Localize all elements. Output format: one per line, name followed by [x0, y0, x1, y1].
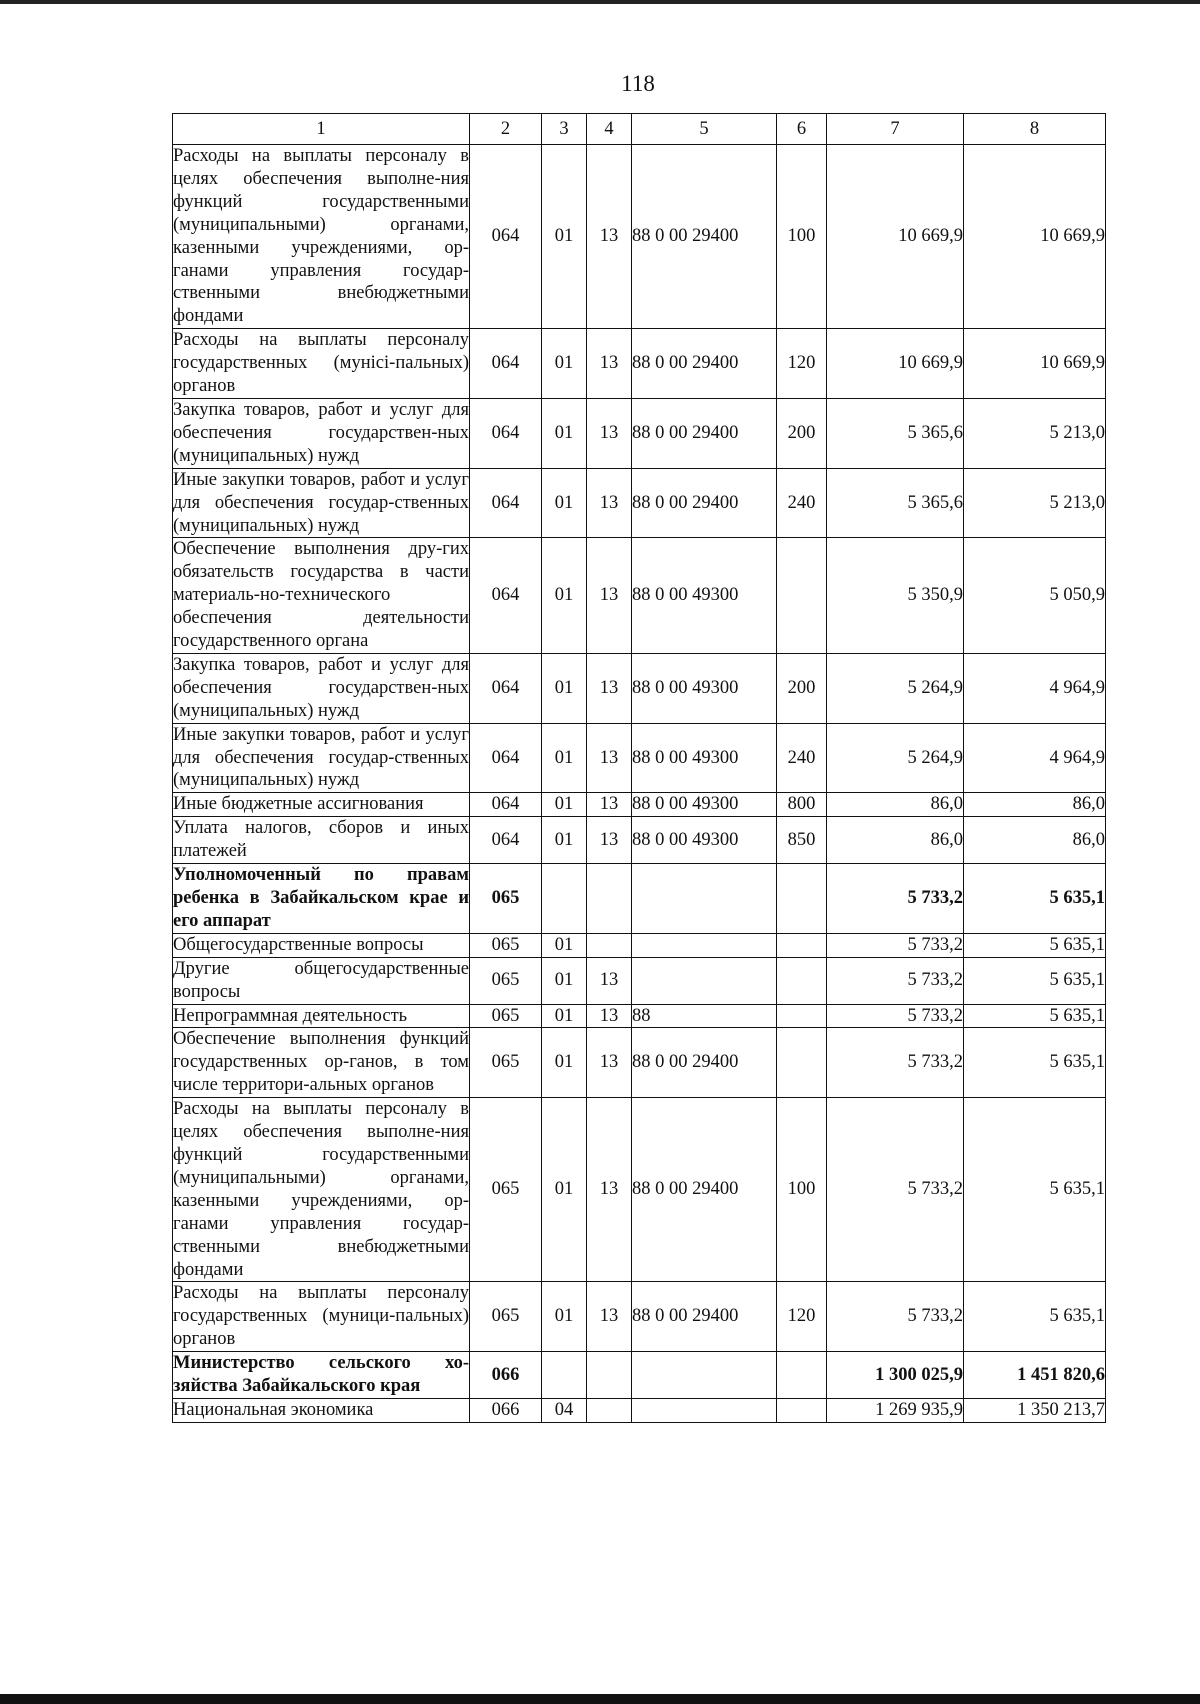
cell-expense-type [777, 864, 827, 934]
page-number: 118 [621, 71, 655, 96]
cell-ministry-code: 066 [470, 1352, 542, 1399]
table-row [173, 1028, 1106, 1098]
cell-ministry-code: 065 [470, 933, 542, 957]
table-row [173, 1098, 1106, 1282]
cell-description: Министерство сельского хо-зяйства Забайкальского края [173, 1352, 470, 1399]
cell-amount-year-1: 5 264,9 [827, 723, 964, 793]
cell-section-code: 01 [542, 1028, 587, 1098]
cell-subsection-code: 13 [587, 1004, 632, 1028]
table-row [173, 933, 1106, 957]
header-col-8: 8 [964, 114, 1106, 145]
cell-amount-year-1: 10 669,9 [827, 329, 964, 399]
table-row [173, 538, 1106, 654]
cell-subsection-code: 13 [587, 145, 632, 329]
header-col-3: 3 [542, 114, 587, 145]
cell-amount-year-1: 5 350,9 [827, 538, 964, 654]
table-row [173, 793, 1106, 817]
cell-amount-year-1: 5 733,2 [827, 1282, 964, 1352]
cell-section-code: 01 [542, 653, 587, 723]
cell-ministry-code: 065 [470, 1098, 542, 1282]
table-body [173, 145, 1106, 1423]
cell-amount-year-2: 5 635,1 [964, 864, 1106, 934]
cell-target-article: 88 0 00 49300 [632, 817, 777, 864]
cell-expense-type: 850 [777, 817, 827, 864]
cell-amount-year-2: 1 350 213,7 [964, 1398, 1106, 1422]
cell-amount-year-1: 5 733,2 [827, 1028, 964, 1098]
cell-amount-year-1: 1 269 935,9 [827, 1398, 964, 1422]
cell-expense-type: 240 [777, 468, 827, 538]
cell-expense-type: 200 [777, 653, 827, 723]
cell-subsection-code: 13 [587, 1028, 632, 1098]
cell-description: Закупка товаров, работ и услуг для обеспечения государствен-ных (муниципальных) нужд [173, 398, 470, 468]
cell-expense-type: 120 [777, 1282, 827, 1352]
cell-target-article: 88 0 00 49300 [632, 793, 777, 817]
table-row [173, 468, 1106, 538]
cell-description: Другие общегосударственные вопросы [173, 957, 470, 1004]
cell-amount-year-2: 86,0 [964, 817, 1106, 864]
cell-subsection-code: 13 [587, 653, 632, 723]
scan-top-border [0, 0, 1200, 4]
cell-expense-type: 100 [777, 145, 827, 329]
cell-section-code: 01 [542, 817, 587, 864]
cell-amount-year-2: 10 669,9 [964, 145, 1106, 329]
header-col-6: 6 [777, 114, 827, 145]
cell-target-article [632, 1352, 777, 1399]
cell-target-article [632, 957, 777, 1004]
cell-target-article: 88 0 00 49300 [632, 653, 777, 723]
header-col-4: 4 [587, 114, 632, 145]
budget-table [172, 113, 1106, 1423]
cell-section-code: 01 [542, 145, 587, 329]
cell-ministry-code: 064 [470, 329, 542, 399]
cell-amount-year-1: 5 733,2 [827, 1098, 964, 1282]
cell-expense-type [777, 1398, 827, 1422]
cell-section-code: 01 [542, 398, 587, 468]
cell-amount-year-2: 5 213,0 [964, 468, 1106, 538]
cell-section-code: 01 [542, 329, 587, 399]
cell-target-article [632, 933, 777, 957]
cell-description: Расходы на выплаты персоналу государственных (мунici-пальных) органов [173, 329, 470, 399]
cell-target-article [632, 1398, 777, 1422]
cell-target-article: 88 0 00 29400 [632, 1028, 777, 1098]
cell-target-article: 88 0 00 29400 [632, 398, 777, 468]
cell-amount-year-2: 5 635,1 [964, 933, 1106, 957]
cell-expense-type [777, 1004, 827, 1028]
cell-ministry-code: 064 [470, 817, 542, 864]
table-row [173, 398, 1106, 468]
cell-target-article: 88 0 00 29400 [632, 468, 777, 538]
cell-amount-year-2: 4 964,9 [964, 723, 1106, 793]
cell-subsection-code [587, 1352, 632, 1399]
table-row [173, 1282, 1106, 1352]
cell-expense-type: 800 [777, 793, 827, 817]
table-row [173, 329, 1106, 399]
cell-amount-year-2: 86,0 [964, 793, 1106, 817]
cell-description: Закупка товаров, работ и услуг для обеспечения государствен-ных (муниципальных) нужд [173, 653, 470, 723]
cell-amount-year-2: 4 964,9 [964, 653, 1106, 723]
cell-subsection-code [587, 933, 632, 957]
cell-ministry-code: 065 [470, 1282, 542, 1352]
cell-amount-year-2: 5 050,9 [964, 538, 1106, 654]
table-row [173, 1004, 1106, 1028]
cell-amount-year-1: 5 365,6 [827, 468, 964, 538]
cell-description: Расходы на выплаты персоналу в целях обеспечения выполне-ния функций государственными (муниципальными) органами, казенными учреждениями, ор-ганами управления государ-ственными внебюджетными фондами [173, 1098, 470, 1282]
cell-subsection-code: 13 [587, 957, 632, 1004]
cell-expense-type [777, 1352, 827, 1399]
cell-target-article: 88 0 00 29400 [632, 1098, 777, 1282]
cell-section-code: 01 [542, 957, 587, 1004]
cell-description: Непрограммная деятельность [173, 1004, 470, 1028]
cell-expense-type: 240 [777, 723, 827, 793]
table-row [173, 653, 1106, 723]
header-col-2: 2 [470, 114, 542, 145]
cell-ministry-code: 065 [470, 957, 542, 1004]
cell-description: Иные закупки товаров, работ и услуг для обеспечения государ-ственных (муниципальных) нужд [173, 723, 470, 793]
cell-section-code: 04 [542, 1398, 587, 1422]
cell-amount-year-1: 5 365,6 [827, 398, 964, 468]
cell-amount-year-2: 5 635,1 [964, 1282, 1106, 1352]
header-col-7: 7 [827, 114, 964, 145]
cell-expense-type [777, 538, 827, 654]
cell-section-code: 01 [542, 1004, 587, 1028]
cell-section-code [542, 864, 587, 934]
cell-subsection-code: 13 [587, 398, 632, 468]
cell-ministry-code: 065 [470, 1028, 542, 1098]
cell-section-code: 01 [542, 723, 587, 793]
cell-target-article: 88 0 00 29400 [632, 145, 777, 329]
cell-amount-year-1: 5 733,2 [827, 957, 964, 1004]
table-row [173, 145, 1106, 329]
cell-section-code: 01 [542, 1098, 587, 1282]
cell-amount-year-1: 86,0 [827, 817, 964, 864]
cell-ministry-code: 064 [470, 145, 542, 329]
header-row [173, 114, 1106, 145]
cell-description: Расходы на выплаты персоналу в целях обеспечения выполне-ния функций государственными (муниципальными) органами, казенными учреждениями, ор-ганами управления государ-ственными внебюджетными фондами [173, 145, 470, 329]
cell-subsection-code: 13 [587, 723, 632, 793]
cell-subsection-code: 13 [587, 538, 632, 654]
cell-amount-year-1: 5 733,2 [827, 933, 964, 957]
cell-description: Расходы на выплаты персоналу государственных (муници-пальных) органов [173, 1282, 470, 1352]
table-row [173, 1352, 1106, 1399]
cell-amount-year-1: 86,0 [827, 793, 964, 817]
cell-amount-year-2: 5 635,1 [964, 1028, 1106, 1098]
cell-section-code [542, 1352, 587, 1399]
cell-expense-type [777, 1028, 827, 1098]
cell-section-code: 01 [542, 793, 587, 817]
cell-amount-year-2: 10 669,9 [964, 329, 1106, 399]
header-col-5: 5 [632, 114, 777, 145]
cell-amount-year-2: 1 451 820,6 [964, 1352, 1106, 1399]
cell-amount-year-2: 5 213,0 [964, 398, 1106, 468]
cell-target-article: 88 0 00 49300 [632, 538, 777, 654]
cell-section-code: 01 [542, 1282, 587, 1352]
cell-target-article: 88 0 00 29400 [632, 329, 777, 399]
cell-ministry-code: 064 [470, 468, 542, 538]
cell-subsection-code: 13 [587, 1098, 632, 1282]
cell-subsection-code: 13 [587, 329, 632, 399]
cell-description: Иные бюджетные ассигнования [173, 793, 470, 817]
cell-ministry-code: 066 [470, 1398, 542, 1422]
cell-ministry-code: 065 [470, 864, 542, 934]
cell-amount-year-1: 10 669,9 [827, 145, 964, 329]
budget-table-container [172, 113, 1105, 1423]
cell-target-article [632, 864, 777, 934]
cell-target-article: 88 0 00 49300 [632, 723, 777, 793]
cell-ministry-code: 064 [470, 723, 542, 793]
scan-bottom-border [0, 1694, 1200, 1704]
cell-target-article: 88 0 00 29400 [632, 1282, 777, 1352]
cell-ministry-code: 064 [470, 793, 542, 817]
cell-description: Обеспечение выполнения дру-гих обязательств государства в части материаль-но-технического обеспечения деятельности государственного органа [173, 538, 470, 654]
cell-target-article: 88 [632, 1004, 777, 1028]
cell-subsection-code: 13 [587, 1282, 632, 1352]
cell-description: Уплата налогов, сборов и иных платежей [173, 817, 470, 864]
cell-expense-type: 100 [777, 1098, 827, 1282]
cell-amount-year-1: 5 733,2 [827, 1004, 964, 1028]
cell-subsection-code: 13 [587, 468, 632, 538]
table-row [173, 957, 1106, 1004]
cell-section-code: 01 [542, 933, 587, 957]
cell-amount-year-2: 5 635,1 [964, 1098, 1106, 1282]
cell-subsection-code: 13 [587, 817, 632, 864]
cell-section-code: 01 [542, 468, 587, 538]
cell-ministry-code: 064 [470, 398, 542, 468]
cell-amount-year-1: 5 264,9 [827, 653, 964, 723]
cell-ministry-code: 064 [470, 538, 542, 654]
header-col-1: 1 [173, 114, 470, 145]
cell-description: Уполномоченный по правам ребенка в Забайкальском крае и его аппарат [173, 864, 470, 934]
cell-subsection-code: 13 [587, 793, 632, 817]
table-row [173, 817, 1106, 864]
cell-amount-year-2: 5 635,1 [964, 957, 1106, 1004]
table-row [173, 1398, 1106, 1422]
cell-description: Общегосударственные вопросы [173, 933, 470, 957]
cell-ministry-code: 064 [470, 653, 542, 723]
cell-ministry-code: 065 [470, 1004, 542, 1028]
cell-amount-year-1: 1 300 025,9 [827, 1352, 964, 1399]
cell-description: Иные закупки товаров, работ и услуг для обеспечения государ-ственных (муниципальных) нужд [173, 468, 470, 538]
table-row [173, 864, 1106, 934]
table-header [173, 114, 1106, 145]
cell-amount-year-2: 5 635,1 [964, 1004, 1106, 1028]
cell-description: Национальная экономика [173, 1398, 470, 1422]
cell-subsection-code [587, 1398, 632, 1422]
cell-section-code: 01 [542, 538, 587, 654]
cell-subsection-code [587, 864, 632, 934]
cell-expense-type: 200 [777, 398, 827, 468]
cell-expense-type [777, 957, 827, 1004]
cell-expense-type [777, 933, 827, 957]
table-row [173, 723, 1106, 793]
cell-expense-type: 120 [777, 329, 827, 399]
cell-description: Обеспечение выполнения функций государственных ор-ганов, в том числе территори-альных органов [173, 1028, 470, 1098]
cell-amount-year-1: 5 733,2 [827, 864, 964, 934]
